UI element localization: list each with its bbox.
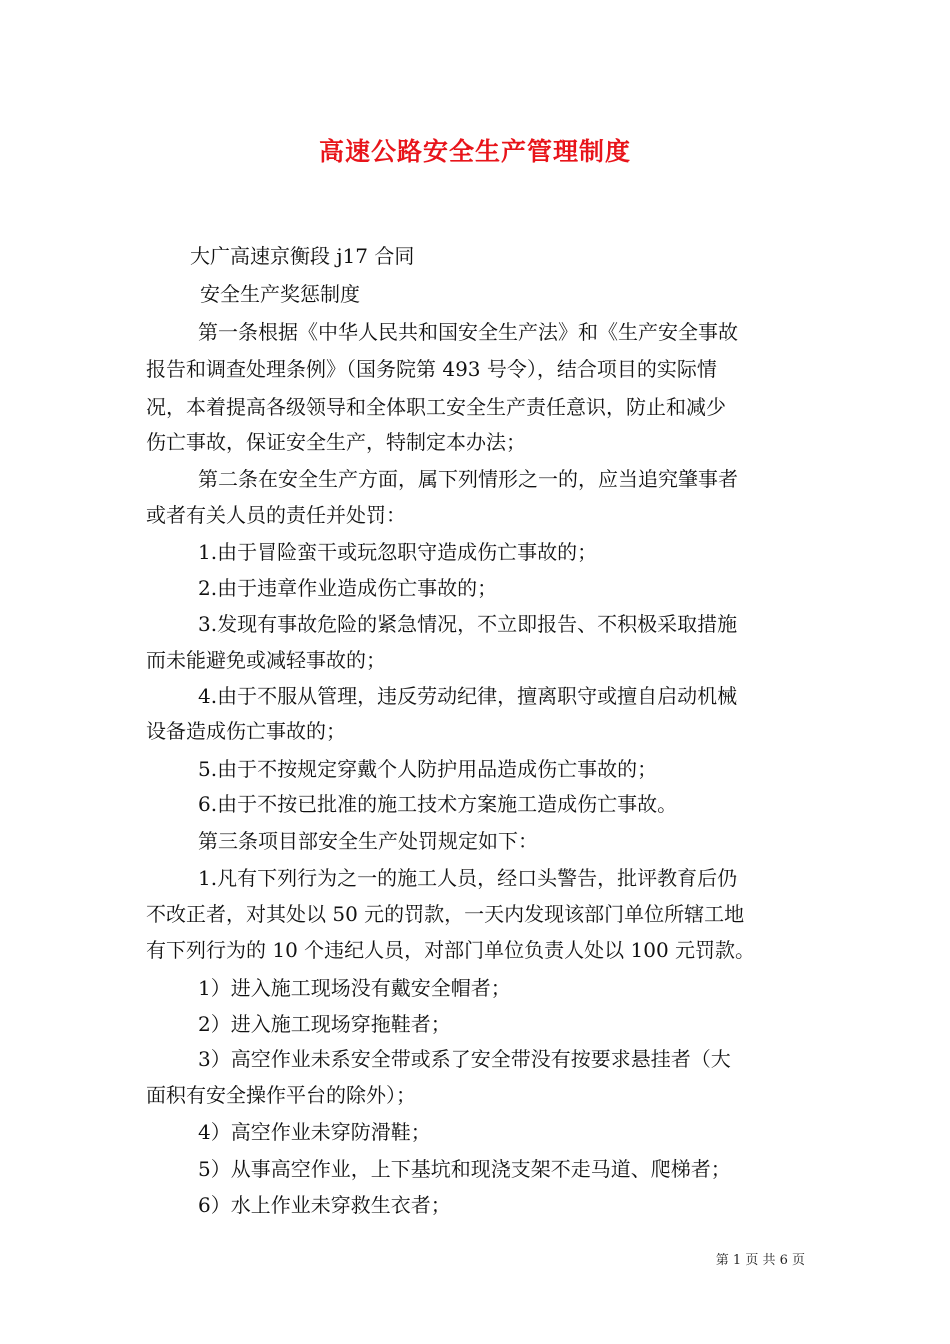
line-23: 3）高空作业未系安全带或系了安全带没有按要求悬挂者（大 — [198, 1047, 731, 1071]
line-12: 而未能避免或减轻事故的； — [146, 648, 386, 672]
line-26: 5）从事高空作业，上下基坑和现浇支架不走马道、爬梯者； — [198, 1157, 731, 1181]
line-7: 第二条在安全生产方面，属下列情形之一的，应当追究肇事者 — [198, 467, 738, 491]
line-2: 安全生产奖惩制度 — [200, 282, 360, 306]
line-21: 1）进入施工现场没有戴安全帽者； — [198, 976, 511, 1000]
line-13: 4.由于不服从管理，违反劳动纪律，擅离职守或擅自启动机械 — [198, 684, 738, 708]
line-4: 报告和调查处理条例》（国务院第 493 号令），结合项目的实际情 — [146, 357, 717, 381]
line-19: 不改正者，对其处以 50 元的罚款，一天内发现该部门单位所辖工地 — [146, 902, 745, 926]
line-25: 4）高空作业未穿防滑鞋； — [198, 1120, 431, 1144]
line-14: 设备造成伤亡事故的； — [146, 719, 346, 743]
line-15: 5.由于不按规定穿戴个人防护用品造成伤亡事故的； — [198, 757, 658, 781]
document-title: 高速公路安全生产管理制度 — [318, 137, 631, 166]
line-5: 况，本着提高各级领导和全体职工安全生产责任意识，防止和减少 — [146, 395, 726, 419]
line-18: 1.凡有下列行为之一的施工人员，经口头警告，批评教育后仍 — [198, 866, 738, 890]
line-6: 伤亡事故，保证安全生产，特制定本办法； — [146, 430, 526, 454]
line-16: 6.由于不按已批准的施工技术方案施工造成伤亡事故。 — [198, 792, 678, 816]
page-number: 第 1 页 共 6 页 — [715, 1253, 805, 1268]
line-3: 第一条根据《中华人民共和国安全生产法》和《生产安全事故 — [198, 320, 738, 344]
line-10: 2.由于违章作业造成伤亡事故的； — [198, 576, 498, 600]
line-24: 面积有安全操作平台的除外）； — [146, 1083, 416, 1107]
line-17: 第三条项目部安全生产处罚规定如下： — [198, 829, 538, 853]
line-22: 2）进入施工现场穿拖鞋者； — [198, 1012, 451, 1036]
line-8: 或者有关人员的责任并处罚： — [146, 503, 406, 527]
line-27: 6）水上作业未穿救生衣者； — [198, 1193, 451, 1217]
line-9: 1.由于冒险蛮干或玩忽职守造成伤亡事故的； — [198, 540, 598, 564]
line-1: 大广高速京衡段 j17 合同 — [190, 244, 415, 268]
line-11: 3.发现有事故危险的紧急情况，不立即报告、不积极采取措施 — [198, 612, 738, 636]
line-20: 有下列行为的 10 个违纪人员，对部门单位负责人处以 100 元罚款。 — [146, 938, 756, 962]
